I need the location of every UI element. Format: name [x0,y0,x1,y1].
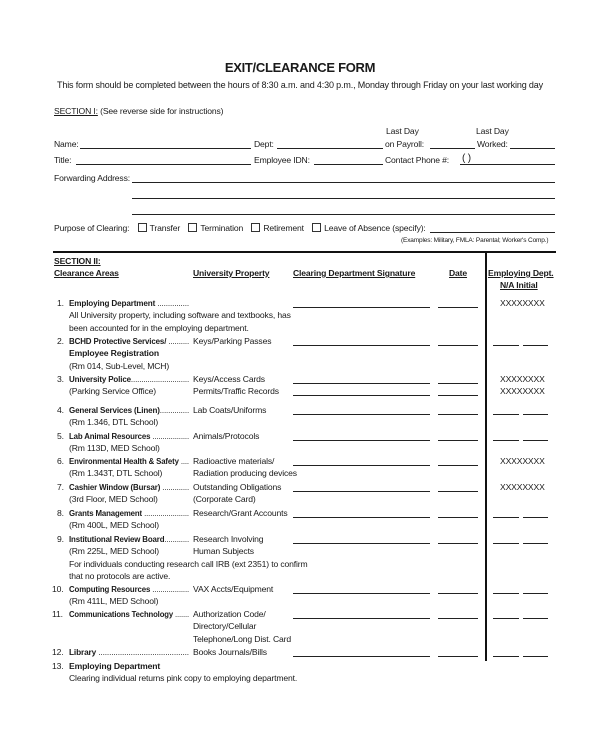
na-mark: XXXXXXXX [500,374,545,384]
signature-field[interactable] [293,414,430,415]
na-mark: XXXXXXXX [500,298,545,308]
dept-label: Dept: [254,139,274,149]
clearance-area-detail: (Rm 014, Sub-Level, MCH) [69,360,170,371]
row-number: 7. [57,482,64,492]
date-field[interactable] [438,465,478,466]
clearance-area-name: Grants Management ...................... [69,508,189,518]
university-property-item: Outstanding Obligations [193,482,282,492]
last-day-label: Last Day [386,126,419,136]
termination-label: Termination [200,223,244,233]
university-property-item: (Corporate Card) [193,494,256,505]
leader-dots: ............... [155,298,190,308]
clearance-area-name: Library .......................................... [69,647,189,657]
purpose-row [54,223,426,233]
leader-dots: ....... [172,609,190,619]
row-number: 10. [52,584,64,594]
signature-field[interactable] [293,491,430,492]
initial-field[interactable] [523,345,548,346]
university-property-item: Lab Coats/Uniforms [193,405,267,415]
clearance-area-name: University Police............................ [69,374,190,384]
clearance-area-detail: (Rm 113D, MED School) [69,443,160,454]
clearance-area-detail: (3rd Floor, MED School) [69,494,158,505]
initial-field[interactable] [523,440,548,441]
na-field[interactable] [493,517,519,518]
termination-checkbox[interactable] [188,223,197,232]
row-number: 4. [57,405,64,415]
na-field[interactable] [493,345,519,346]
section1-note: (See reverse side for instructions) [100,106,224,116]
university-property-item: Research Involving [193,534,264,544]
date-field[interactable] [438,491,478,492]
forwarding-address-line-3[interactable] [132,214,555,215]
date-field[interactable] [438,656,478,657]
initial-field[interactable] [523,543,548,544]
leader-dots: ............................ [130,374,190,384]
row-number: 5. [57,431,64,441]
on-payroll-label: on Payroll: [385,139,424,149]
clearance-area-detail: Employee Registration [69,348,159,359]
clearance-area-name: Employing Department [69,661,161,671]
initial-field[interactable] [523,656,548,657]
col-na-initial: N/A Initial [500,280,538,290]
dept-field[interactable] [277,148,383,149]
leader-dots: .................. [150,431,189,441]
forwarding-address-line-2[interactable] [132,198,555,199]
leader-dots: .................. [150,584,190,594]
leave-of-absence-checkbox[interactable] [312,223,321,232]
clearance-area-detail: For individuals conducting research call IRB (ext 2351) to confirm [69,558,308,569]
initial-field[interactable] [523,593,548,594]
na-field[interactable] [493,543,519,544]
leader-dots: ............. [160,482,190,492]
initial-field[interactable] [523,517,548,518]
university-property-item: Animals/Protocols [193,431,260,441]
clearance-area-name: BCHD Protective Services/ .......... [69,336,190,346]
clearance-area-name: Employing Department ............... [69,298,190,308]
employee-idn-label: Employee IDN: [254,155,310,165]
forwarding-address-label: Forwarding Address: [54,173,130,183]
purpose-label: Purpose of Clearing: [54,223,130,233]
university-property-item: Human Subjects [193,546,254,557]
signature-field[interactable] [293,543,430,544]
section1-heading-wrap [54,106,223,116]
date-field[interactable] [438,414,478,415]
signature-field[interactable] [293,383,430,384]
transfer-label: Transfer [149,223,181,233]
clearance-area-name: General Services (Linen).............. [69,405,190,415]
clearance-area-name: Environmental Health & Safety .... [69,456,189,466]
clearance-area-name: Computing Resources .................. [69,584,190,594]
date-field[interactable] [438,307,478,308]
leader-dots: .......................................... [96,647,189,657]
leader-dots: ............ [164,534,190,544]
clearance-area-detail: (Parking Service Office) [69,386,156,397]
na-field[interactable] [493,593,519,594]
signature-field[interactable] [293,307,430,308]
university-property-item: VAX Accts/Equipment [193,584,274,594]
worked-label: Worked: [477,139,508,149]
retirement-label: Retirement [263,223,304,233]
date-field[interactable] [438,618,478,619]
row-number: 9. [57,534,64,544]
row-number: 1. [57,298,64,308]
retirement-checkbox[interactable] [251,223,260,232]
clearance-area-detail: (Rm 225L, MED School) [69,546,159,557]
row-number: 6. [57,456,64,466]
clearance-area-name: Communications Technology ....... [69,609,190,619]
university-property-item: Directory/Cellular [193,621,257,632]
leader-dots: .......... [166,336,190,346]
signature-field[interactable] [293,656,430,657]
university-property-item: Radiation producing devices [193,468,297,479]
forwarding-address-line-1[interactable] [132,182,555,183]
na-mark: XXXXXXXX [500,456,545,466]
university-property-item: Radioactive materials/ [193,456,275,466]
section-divider [53,251,556,253]
signature-field[interactable] [293,465,430,466]
date-field[interactable] [438,345,478,346]
leader-dots: .... [178,456,189,466]
row-number: 11. [52,609,63,619]
col-clearance-areas: Clearance Areas [54,268,119,278]
row-number: 13. [52,661,64,671]
signature-field[interactable] [293,593,430,594]
leader-dots: ...................... [142,508,189,518]
clearance-area-detail: been accounted for in the employing department. [69,322,249,333]
form-subtitle: This form should be completed between the hours of 8:30 a.m. and 4:30 p.m., Monday through Friday on your last working day [57,80,543,90]
university-property-item: Authorization Code/ [193,609,266,619]
na-field[interactable] [493,618,519,619]
leave-of-absence-label: Leave of Absence (specify): [324,223,426,233]
col-employing-dept: Employing Dept. [488,268,554,278]
na-mark: XXXXXXXX [500,482,545,492]
clearance-area-detail: (Rm 1.346, DTL School) [69,417,159,428]
col-university-property: University Property [193,268,270,278]
initial-field[interactable] [523,414,548,415]
last-day-worked-field[interactable] [510,148,555,149]
na-mark: XXXXXXXX [500,386,545,397]
clearance-area-name: Lab Animal Resources .................. [69,431,189,441]
title-label: Title: [54,155,72,165]
leave-specify-field[interactable] [430,232,555,233]
last-day-payroll-field[interactable] [430,148,475,149]
university-property-item: Research/Grant Accounts [193,508,288,518]
clearance-area-detail: Clearing individual returns pink copy to employing department. [69,673,298,684]
clearance-area-detail: (Rm 400L, MED School) [69,520,159,531]
row-number: 8. [57,508,64,518]
name-field[interactable] [80,148,251,149]
contact-phone-label: Contact Phone #: [385,155,450,165]
employing-dept-column-divider [485,253,487,661]
university-property-item: Telephone/Long Dist. Card [193,633,292,644]
form-title: EXIT/CLEARANCE FORM [224,60,376,75]
na-field[interactable] [493,440,519,441]
date-field[interactable] [438,543,478,544]
col-signature: Clearing Department Signature [293,268,416,278]
last-day-label-2: Last Day [476,126,509,136]
contact-phone-field[interactable] [460,164,555,165]
date-field[interactable] [438,440,478,441]
phone-paren: ( ) [462,153,471,164]
clearance-area-name: Institutional Review Board............ [69,534,190,544]
clearance-area-name: Cashier Window (Bursar) ............. [69,482,190,492]
date-field[interactable] [438,517,478,518]
title-field[interactable] [76,164,251,165]
initial-field[interactable] [523,618,548,619]
name-label: Name: [54,139,79,149]
col-date: Date [449,268,468,278]
date-field[interactable] [438,395,478,396]
leave-examples: (Examples: Military, FMLA: Parental; Worker's Comp.) [401,237,549,244]
clearance-area-detail: that no protocols are active. [69,570,171,581]
university-property-item: Keys/Parking Passes [193,336,272,346]
signature-field[interactable] [293,345,430,346]
signature-field[interactable] [293,618,430,619]
section2-heading: SECTION II: [54,256,101,266]
university-property-item: Keys/Access Cards [193,374,265,384]
leader-dots: .............. [159,405,190,415]
section1-heading: SECTION I: [54,106,98,116]
na-field[interactable] [493,414,519,415]
row-number: 3. [57,374,64,384]
university-property-item: Books Journals/Bills [193,647,267,657]
employee-idn-field[interactable] [314,164,383,165]
signature-field[interactable] [293,517,430,518]
clearance-area-detail: (Rm 411L, MED School) [69,596,159,607]
clearance-area-detail: (Rm 1.343T, DTL School) [69,468,163,479]
signature-field[interactable] [293,440,430,441]
row-number: 2. [57,336,64,346]
university-property-item: Permits/Traffic Records [193,386,279,397]
date-field[interactable] [438,383,478,384]
na-field[interactable] [493,656,519,657]
signature-field[interactable] [293,395,430,396]
transfer-checkbox[interactable] [138,223,147,232]
date-field[interactable] [438,593,478,594]
row-number: 12. [52,647,64,657]
clearance-area-detail: All University property, including software and textbooks, has [69,310,291,321]
